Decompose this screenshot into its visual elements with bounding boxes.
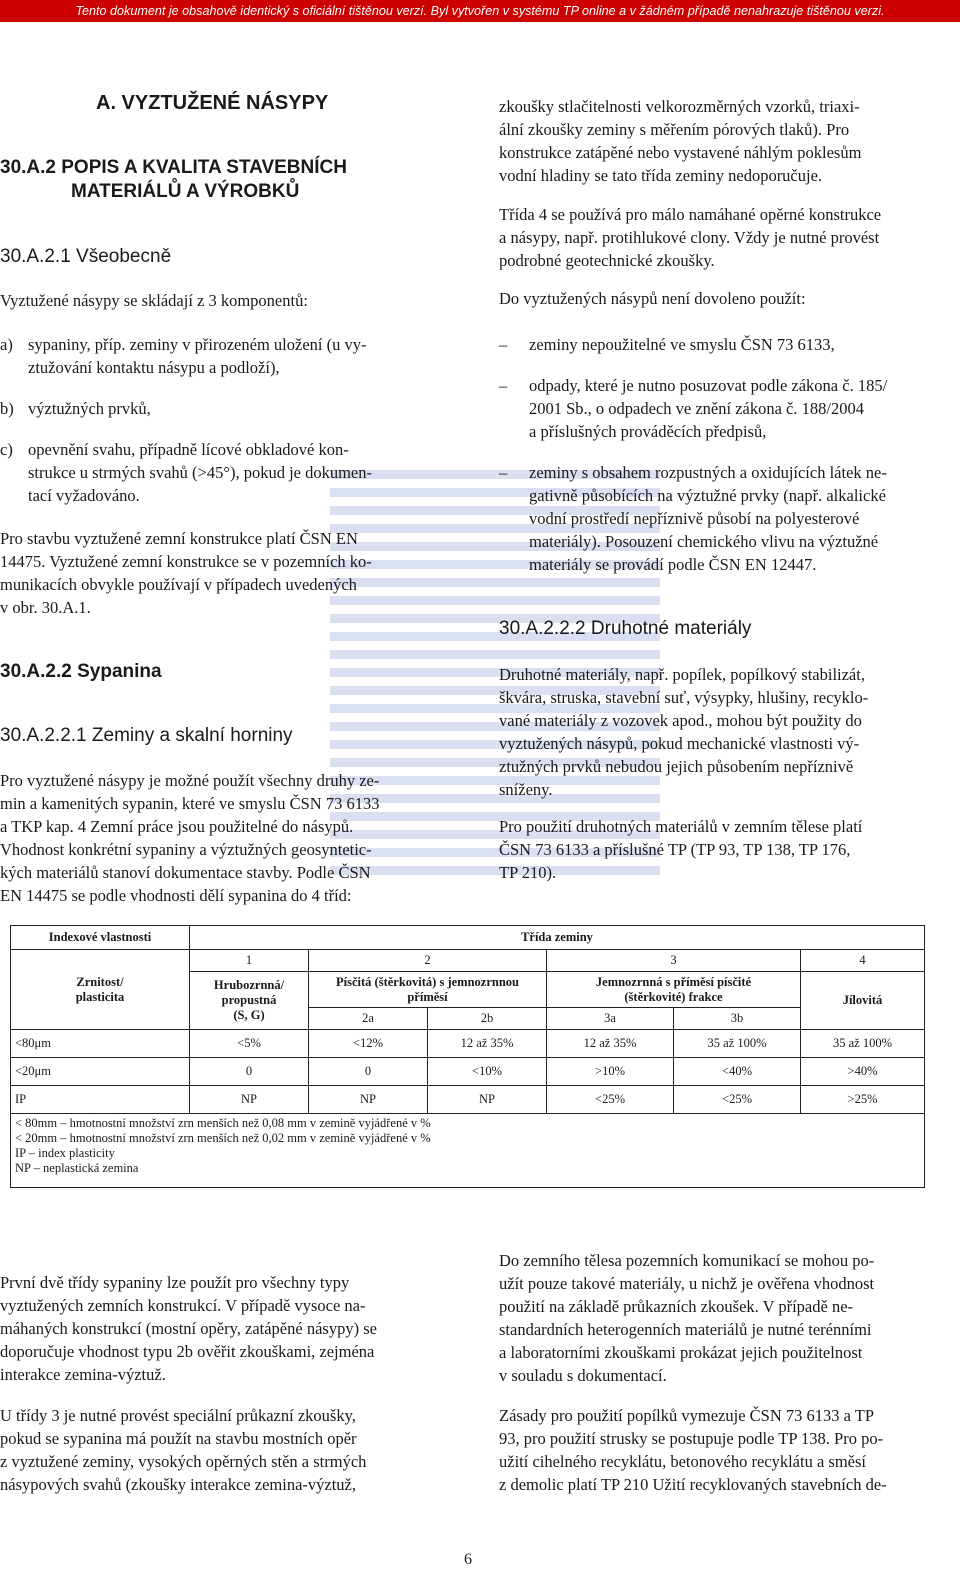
header-piscita: Písčitá (štěrkovitá) s jemnozrnnou příměsí: [309, 972, 547, 1008]
table-row: IP NP NP NP <25% <25% >25%: [11, 1086, 925, 1114]
section-heading-sypanina: 30.A.2.2 Sypanina: [0, 661, 162, 682]
class-number: 4: [801, 950, 925, 972]
table-notes: < 80mm – hmotnostní množství zrn menších než 0,08 mm v zemině vyjádřené v % < 20mm – hmotnostní množství zrn menších než 0,02 mm v zemině vyjádřené v % IP – index plasticity NP – neplastická zemina: [11, 1114, 925, 1188]
class-number: 3: [547, 950, 801, 972]
table-row: <20μm 0 0 <10% >10% <40% >40%: [11, 1058, 925, 1086]
paragraph-prvni-dve-tridy: První dvě třídy sypaniny lze použít pro všechny typy vyztužených zemních konstrukcí. V případě vysoce na- máhaných konstrukcí (mostní opěry, zatápěné násypy) se doporučuje vhodnost typu 2b ověřit zkouškami, zejména interakce zemina-výztuž.: [0, 1273, 377, 1384]
subclass: 3b: [674, 1008, 801, 1030]
class-number: 1: [190, 950, 309, 972]
paragraph-nedovoleno: Do vyztužených násypů není dovoleno použít:: [499, 289, 806, 308]
forbidden-list: [499, 333, 941, 576]
subclass: 3a: [547, 1008, 674, 1030]
soil-class-table: [10, 925, 925, 1188]
paragraph-druhotne: Druhotné materiály, např. popílek, popílkový stabilizát, škvára, struska, stavební suť, výsypky, hlušiny, recyklo- vané materiály z vozovek apod., mohou být použity do vyztužených násypů, pokud mechanické vlastnosti vý- ztužných prvků nebudou jejich působením nepříznivě sníženy.: [499, 665, 869, 799]
intro-text: Vyztužené násypy se skládají z 3 komponentů:: [0, 291, 308, 310]
header-jilovita: Jílovitá: [801, 972, 925, 1030]
official-version-notice: Tento dokument je obsahově identický s oficiální tištěnou verzí. Byl vytvořen v systému TP online a v žádném případě nenahrazuje tištěnou verzi.: [0, 0, 960, 22]
list-item: a) sypaniny, příp. zeminy v přirozeném uložení (u vy- ztužování kontaktu násypu a podloží),: [0, 335, 367, 377]
list-item: c) opevnění svahu, případně lícové obkladové kon- strukce u strmých svahů (>45°), pokud je dokumen- tací vyžadováno.: [0, 440, 373, 505]
header-zrnitost: Zrnitost/ plasticita: [11, 950, 190, 1030]
section-heading-zeminy: 30.A.2.2.1 Zeminy a skalní horniny: [0, 725, 293, 746]
header-trida: Třída zeminy: [190, 926, 925, 950]
list-item: – zeminy s obsahem rozpustných a oxidujících látek ne- gativně působících na výztužné prvky (např. alkalické vodní prostředí nepříznivě působí na polyesterové materiály). Posouzení chemického vlivu na výztužné materiály se provádí podle ČSN EN 12447.: [499, 463, 887, 574]
subclass: 2b: [428, 1008, 547, 1030]
paragraph-pouziti: Pro použití druhotných materiálů v zemním tělese platí ČSN 73 6133 a příslušné TP (TP 93, TP 138, TP 176, TP 210).: [499, 817, 863, 882]
paragraph-csn: Pro stavbu vyztužené zemní konstrukce platí ČSN EN 14475. Vyztužené zemní konstrukce se v pozemních ko- munikacích obvykle používají v případech uvedených v obr. 30.A.1.: [0, 529, 372, 617]
subclass: 2a: [309, 1008, 428, 1030]
page-number: 6: [464, 1551, 472, 1568]
paragraph-zeminy: Pro vyztužené násypy je možné použít všechny druhy ze- min a kamenitých sypanin, které ve smyslu ČSN 73 6133 a TKP kap. 4 Zemní práce jsou použitelné do násypů. Vhodnost konkrétní sypaniny a výztužných geosyntetic- kých materiálů stanoví dokumentace stavby. Podle ČSN EN 14475 se podle vhodnosti dělí sypanina do 4 tříd:: [0, 771, 380, 905]
list-item: – odpady, které je nutno posuzovat podle zákona č. 185/ 2001 Sb., o odpadech ve znění zákona č. 188/2004 a příslušných prováděcích předpisů,: [499, 376, 888, 441]
header-index: Indexové vlastnosti: [11, 926, 190, 950]
section-heading-vseobecne: 30.A.2.1 Všeobecně: [0, 246, 172, 267]
paragraph-zemni-teleso: Do zemního tělesa pozemních komunikací se mohou po- užít pouze takové materiály, u nichž je ověřena vhodnost použití na základě průkazních zkoušek. V případě ne- standardních heterogenních materiálů je nutné terénními a laboratorními zkouškami prokázat jejich použitelnost v souladu s dokumentací.: [499, 1251, 875, 1385]
header-jemnozrnna: Jemnozrnná s příměsí písčité (štěrkovité) frakce: [547, 972, 801, 1008]
class-number: 2: [309, 950, 547, 972]
list-item: – zeminy nepoužitelné ve smyslu ČSN 73 6133,: [499, 335, 835, 354]
paragraph-trida3: U třídy 3 je nutné provést speciální průkazní zkoušky, pokud se sypanina má použít na stavbu mostních opěr z vyztužené zeminy, vysokých opěrných stěn a strmých násypových svahů (zkoušky interakce zemina-výztuž,: [0, 1406, 367, 1494]
section-heading-popis: 30.A.2 POPIS A KVALITA STAVEBNÍCH MATERIÁLŮ A VÝROBKŮ: [0, 157, 347, 202]
list-item: b) výztužných prvků,: [0, 399, 151, 418]
section-heading-druhotne: 30.A.2.2.2 Druhotné materiály: [499, 618, 752, 639]
chapter-title: A. VYZTUŽENÉ NÁSYPY: [96, 92, 329, 114]
paragraph-zkousky: zkoušky stlačitelnosti velkorozměrných vzorků, triaxi- ální zkoušky zeminy s měřením pórových tlaků). Pro konstrukce zatápěné nebo vystavené náhlým poklesům vodní hladiny se tato třída zeminy nedoporučuje.: [499, 97, 862, 185]
paragraph-zasady: Zásady pro použití popílků vymezuje ČSN 73 6133 a TP 93, pro použití strusky se postupuje podle TP 138. Pro po- užití cihelného recyklátu, betonového recyklátu a směsí z demolic platí TP 210 Užití recyklovaných stavebních de-: [499, 1406, 887, 1494]
paragraph-trida4: Třída 4 se používá pro málo namáhané opěrné konstrukce a násypy, např. protihlukové clony. Vždy je nutné provést podrobné geotechnické zkoušky.: [499, 205, 882, 270]
table-row: <80μm <5% <12% 12 až 35% 12 až 35% 35 až 100% 35 až 100%: [11, 1030, 925, 1058]
components-list: [0, 333, 442, 507]
header-hrubozrnna: Hrubozrnná/ propustná (S, G): [190, 972, 309, 1030]
